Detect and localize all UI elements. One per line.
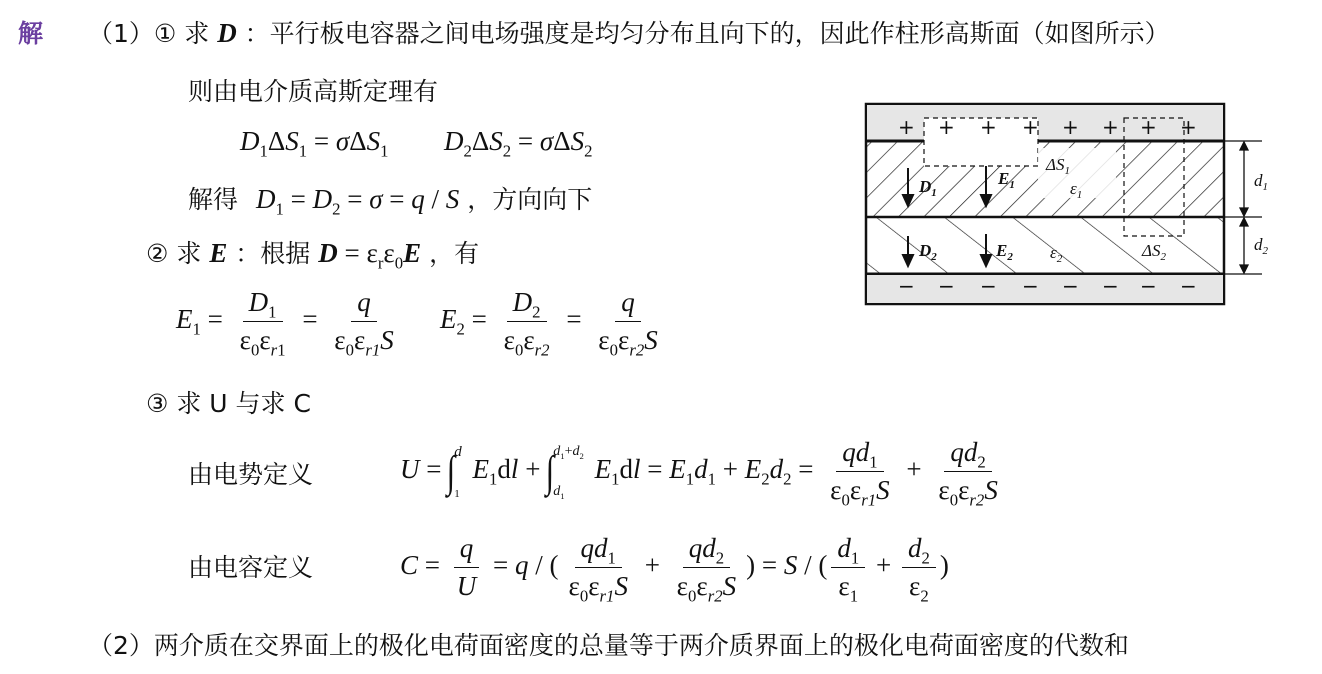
potential-label: 由电势定义 xyxy=(188,460,314,489)
bottom-plate xyxy=(867,275,1223,303)
minus-charge: − xyxy=(1180,274,1197,298)
dimension-lines xyxy=(1224,141,1262,274)
minus-charge: − xyxy=(1140,274,1157,298)
label-D2: $D_2$ xyxy=(919,241,937,263)
plus-charge: + xyxy=(1022,115,1039,139)
solve-line: 解得 $D_1 = D_2 = \sigma = q / S$ ，方向向下 xyxy=(188,184,593,219)
label-d1: $d_1$ xyxy=(1254,171,1268,193)
part1-intro xyxy=(88,14,1170,50)
plus-charge: + xyxy=(1140,115,1157,139)
step2-E: E xyxy=(209,238,228,268)
step2-relation: $D = \varepsilon_r\varepsilon_0E$ xyxy=(318,238,422,273)
top-plate xyxy=(867,105,1223,141)
step2-prefix: ② 求 xyxy=(146,239,202,268)
eq-E2: $E_2$ = $\frac{D_2}{\varepsilon_0\varepsilon_{r2}}$ = $\frac{q}{\varepsilon_0\varepsilon_{r2}S}$ xyxy=(440,287,658,360)
solve-suffix: ，方向向下 xyxy=(467,185,593,214)
minus-charge: − xyxy=(1022,274,1039,298)
solution-label: 解 xyxy=(18,19,44,48)
label-E2: $E_2$ xyxy=(996,241,1013,263)
part1-intro-prefix: （1）① 求 xyxy=(88,19,210,48)
minus-charge: − xyxy=(1062,274,1079,298)
plus-charge: + xyxy=(1102,115,1119,139)
plus-charge: + xyxy=(980,115,997,139)
eq-E1: $E_1$ = $\frac{D_1}{\varepsilon_0\varepsilon_{r1}}$ = $\frac{q}{\varepsilon_0\varepsilon_{r1}S}$ xyxy=(176,287,394,360)
part1-intro-D: D xyxy=(217,18,237,48)
label-dS1: $\Delta S_1$ xyxy=(1046,155,1070,177)
part2-text: （2）两介质在交界面上的极化电荷面密度的总量等于两介质界面上的极化电荷面密度的代数和 xyxy=(88,631,1129,660)
capacitor-figure xyxy=(862,100,1282,310)
label-D1: $D_1$ xyxy=(919,177,937,199)
label-eps2: $\varepsilon_2$ xyxy=(1050,243,1063,265)
plus-charge: + xyxy=(1062,115,1079,139)
minus-charge: − xyxy=(938,274,955,298)
gauss-eq-1: $D_1\Delta S_1 = \sigma\Delta S_1$ xyxy=(240,126,389,161)
step2-suffix: ，有 xyxy=(429,239,480,268)
eq-capacitance: C = $\frac{q}{U}$ = q / ( $\frac{qd_1}{\varepsilon_0\varepsilon_{r1}S}$ + $\frac{qd_2}{\varepsilon_0\varepsilon_{r2}S}$ ) = S / ( $\frac{d_1}{\varepsilon_1}$ + $\frac{d_2}{\varepsilon_2}$ ) xyxy=(400,533,949,606)
plus-charge: + xyxy=(1180,115,1197,139)
label-eps1: $\varepsilon_1$ xyxy=(1070,179,1083,201)
solve-prefix: 解得 xyxy=(188,185,239,214)
label-d2: $d_2$ xyxy=(1254,235,1268,257)
gauss-intro: 则由电介质高斯定理有 xyxy=(188,77,439,106)
step3-line: ③ 求 U 与求 C xyxy=(146,389,311,418)
step2-line xyxy=(146,234,480,273)
minus-charge: − xyxy=(980,274,997,298)
label-dS2: $\Delta S_2$ xyxy=(1142,241,1166,263)
part1-intro-text: ：平行板电容器之间电场强度是均匀分布且向下的，因此作柱形高斯面（如图所示） xyxy=(244,19,1170,48)
plus-charge: + xyxy=(898,115,915,139)
gauss-eq-2: $D_2\Delta S_2 = \sigma\Delta S_2$ xyxy=(444,126,593,161)
label-E1: $E_1$ xyxy=(998,169,1015,191)
minus-charge: − xyxy=(1102,274,1119,298)
capacitance-label: 由电容定义 xyxy=(188,553,314,582)
eq-potential: U = ∫ d 1 $E_1dl$ + ∫ $d_1+d_2$ $d_1$ $E_1dl = E_1d_1 + E_2d_2$ = $\frac{qd_1}{\varepsilon_0\varepsilon_{r1}S}$ + $\frac{qd_2}{\varepsilon_0\varepsilon_{r2}S}$ xyxy=(400,437,998,510)
step2-text: ：根据 xyxy=(235,239,311,268)
plus-charge: + xyxy=(938,115,955,139)
minus-charge: − xyxy=(898,274,915,298)
